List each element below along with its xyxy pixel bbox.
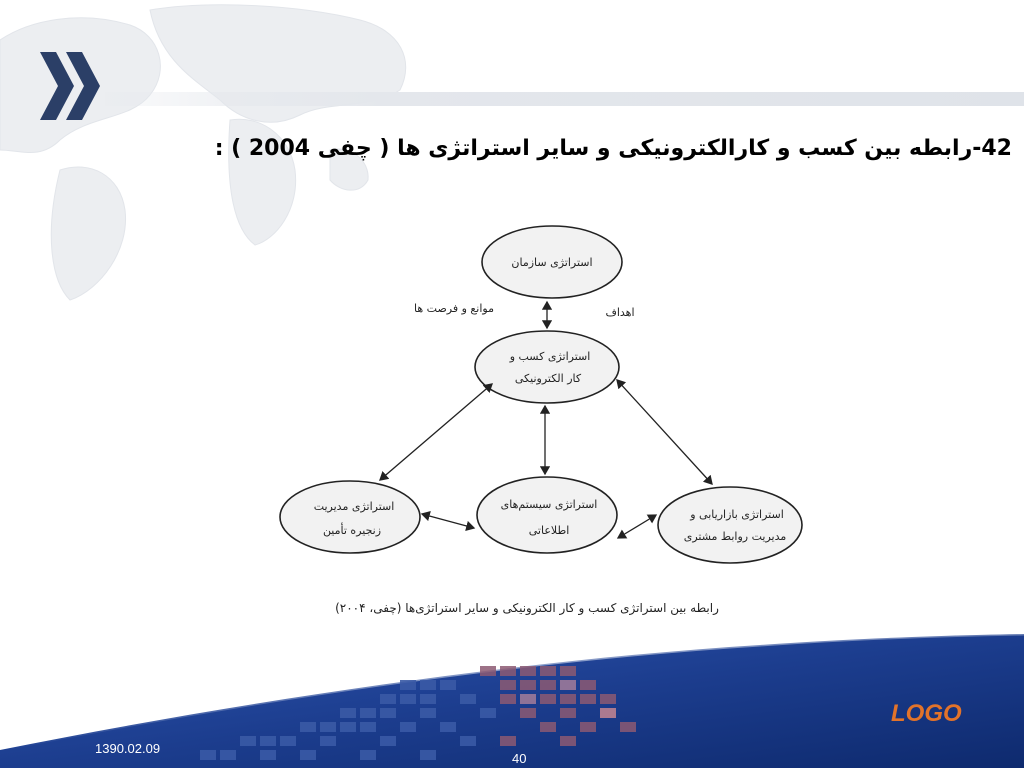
arrow-scm-is	[422, 514, 474, 528]
header-rule	[105, 92, 1024, 106]
slide-title: 42-رابطه بین کسب و کارالکترونیکی و سایر استراتژی ها ( چفی 2004 ) :	[214, 136, 1012, 161]
node-label-organization: استراتژی سازمان	[511, 256, 593, 269]
arrow-is-mkt	[618, 515, 656, 538]
node-marketing-crm-strategy	[658, 487, 802, 563]
edge-label-threats-opportunities: موانع و فرصت ها	[414, 302, 494, 315]
double-chevron-icon	[40, 52, 102, 120]
node-label-ebiz-line2: کار الکترونیکی	[514, 372, 582, 385]
edge-label-goals: اهداف	[605, 306, 635, 319]
node-information-systems-strategy	[477, 477, 617, 553]
logo: LOGO	[891, 700, 962, 727]
node-label-is-line2: اطلاعاتی	[528, 524, 570, 537]
diagram-caption: رابطه بین استراتژی کسب و کار الکترونیکی و سایر استراتژی‌ها (چفی، ۲۰۰۴)	[335, 601, 719, 615]
slide-date: 1390.02.09	[95, 741, 161, 756]
arrow-ebiz-scm	[380, 384, 492, 480]
node-label-mkt-line1: استراتژی بازاریابی و	[690, 508, 784, 521]
node-label-scm-line1: استراتژی مدیریت	[313, 500, 395, 513]
diagram-canvas	[262, 212, 822, 632]
page-number: 40	[512, 751, 527, 766]
strategy-relationship-diagram	[262, 212, 822, 632]
node-label-mkt-line2: مدیریت روابط مشتری	[683, 530, 787, 543]
node-label-is-line1: استراتژی سیستم‌های	[500, 498, 598, 511]
node-ebusiness-strategy	[475, 331, 619, 403]
node-supply-chain-strategy	[280, 481, 420, 553]
arrow-ebiz-mkt	[617, 380, 712, 484]
node-label-ebiz-line1: استراتژی کسب و	[509, 350, 591, 363]
node-label-scm-line2: زنجیره تأمین	[322, 524, 382, 537]
